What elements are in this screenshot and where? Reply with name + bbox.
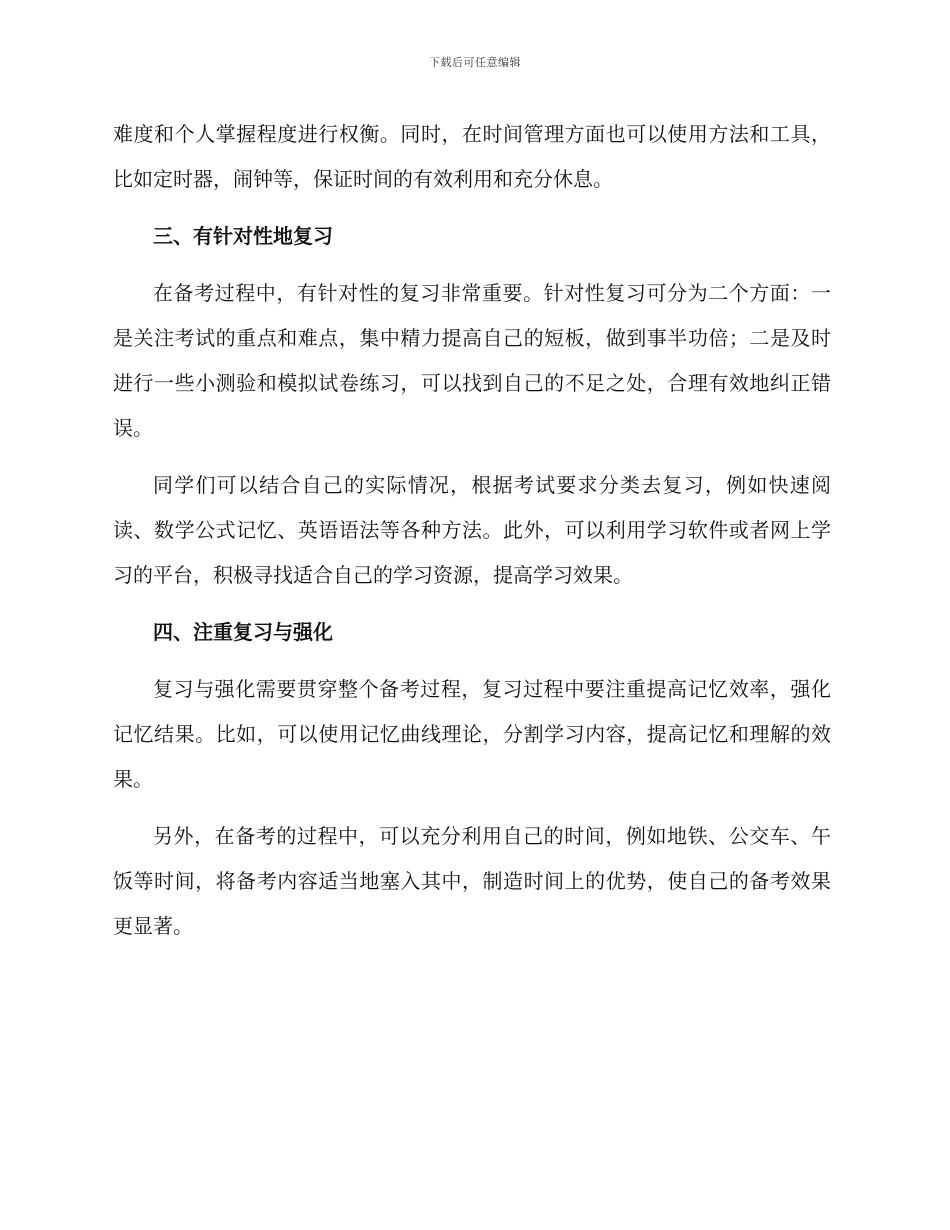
- paragraph-review-methods: 同学们可以结合自己的实际情况，根据考试要求分类去复习，例如快速阅读、数学公式记忆、英语语法等各种方法。此外，可以利用学习软件或者网上学习的平台，积极寻找适合自己的学习资源，提高学习效果。: [113, 473, 831, 587]
- document-body: [113, 112, 831, 961]
- paragraph-time-management: 难度和个人掌握程度进行权衡。同时，在时间管理方面也可以使用方法和工具，比如定时器，闹钟等，保证时间的有效利用和充分休息。: [113, 122, 831, 191]
- paragraph-targeted-review: 在备考过程中，有针对性的复习非常重要。针对性复习可分为二个方面：一是关注考试的重点和难点，集中精力提高自己的短板，做到事半功倍；二是及时进行一些小测验和模拟试卷练习，可以找到自己的不足之处，合理有效地纠正错误。: [113, 281, 831, 440]
- paragraph-time-usage: 另外，在备考的过程中，可以充分利用自己的时间，例如地铁、公交车、午饭等时间，将备考内容适当地塞入其中，制造时间上的优势，使自己的备考效果更显著。: [113, 824, 831, 938]
- section-heading-3: 三、有针对性地复习: [153, 224, 333, 248]
- paragraph-reinforcement: 复习与强化需要贯穿整个备考过程，复习过程中要注重提高记忆效率，强化记忆结果。比如，可以使用记忆曲线理论，分割学习内容，提高记忆和理解的效果。: [113, 677, 831, 791]
- section-heading-4: 四、注重复习与强化: [153, 620, 333, 644]
- page-header: 下载后可任意编辑: [429, 56, 521, 69]
